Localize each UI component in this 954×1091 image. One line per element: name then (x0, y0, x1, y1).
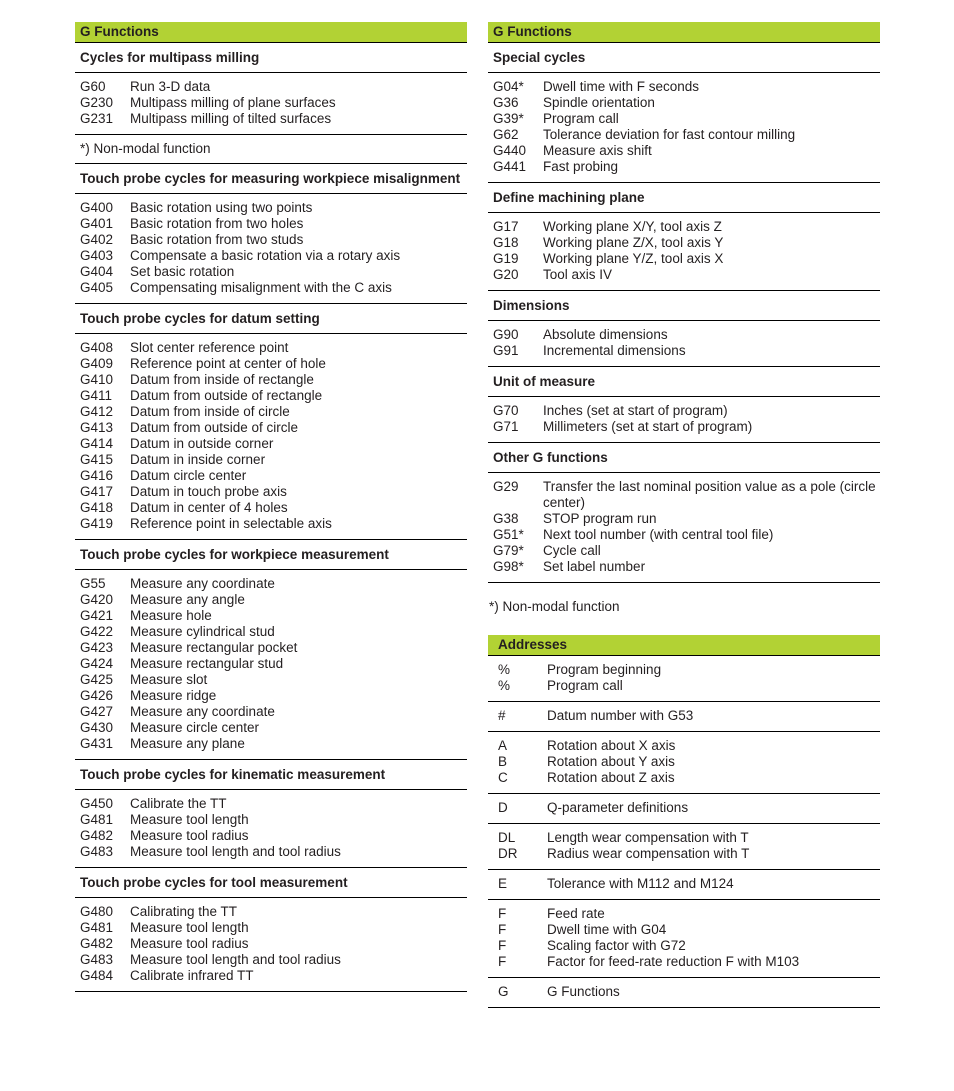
item-description: Program beginning (547, 662, 662, 677)
item-description: Calibrate infrared TT (130, 968, 254, 983)
list-item (488, 662, 880, 678)
other-list (488, 473, 880, 583)
item-description: Basic rotation from two studs (130, 232, 304, 247)
list-item (488, 678, 880, 694)
item-description: Dwell time with F seconds (543, 79, 700, 94)
list-item (75, 468, 467, 484)
list-item (488, 267, 880, 283)
list-item (75, 812, 467, 828)
list-item (75, 516, 467, 532)
list-item (75, 340, 467, 356)
item-code: G38 (493, 511, 519, 526)
list-item (488, 559, 880, 575)
item-description: Rotation about Y axis (547, 754, 675, 769)
list-item (75, 576, 467, 592)
item-code: F (498, 938, 507, 953)
item-code: D (498, 800, 508, 815)
list-item (488, 876, 880, 892)
item-code: G51* (493, 527, 524, 542)
special-list (488, 73, 880, 183)
item-description: Measure rectangular stud (130, 656, 284, 671)
list-item (488, 327, 880, 343)
item-code: G29 (493, 479, 519, 494)
item-description: Q-parameter definitions (547, 800, 689, 815)
plane-list (488, 213, 880, 291)
item-description: Datum number with G53 (547, 708, 694, 723)
item-description: Measure tool length (130, 812, 249, 827)
item-description: Datum from inside of rectangle (130, 372, 314, 387)
item-description: Length wear compensation with T (547, 830, 749, 845)
item-description: Dwell time with G04 (547, 922, 667, 937)
item-code: # (498, 708, 506, 723)
item-code: % (498, 678, 511, 693)
item-description: Datum in outside corner (130, 436, 274, 451)
list-item (488, 800, 880, 816)
item-code: G231 (80, 111, 114, 126)
item-code: DL (498, 830, 516, 845)
item-code: G426 (80, 688, 114, 703)
item-description: Factor for feed-rate reduction F with M103 (547, 954, 800, 969)
item-description: Feed rate (547, 906, 605, 921)
list-item (75, 388, 467, 404)
item-code: G (498, 984, 509, 999)
item-code: G402 (80, 232, 114, 247)
section-title-datum: Touch probe cycles for datum setting (75, 304, 467, 334)
item-code: G62 (493, 127, 519, 142)
non-modal-note: *) Non-modal function (75, 135, 467, 164)
item-code: G481 (80, 920, 114, 935)
item-description: Measure tool radius (130, 828, 249, 843)
item-description: Compensating misalignment with the C axis (130, 280, 392, 295)
list-item (75, 720, 467, 736)
item-description: Measure ridge (130, 688, 217, 703)
item-code: G421 (80, 608, 114, 623)
non-modal-note: *) Non-modal function (489, 599, 620, 614)
item-description: Multipass milling of plane surfaces (130, 95, 336, 110)
section-title-workpiece: Touch probe cycles for workpiece measurement (75, 540, 467, 570)
list-item (488, 906, 880, 922)
item-code: F (498, 954, 507, 969)
item-description: Datum in touch probe axis (130, 484, 287, 499)
address-group (488, 870, 880, 900)
list-item (488, 708, 880, 724)
list-item (488, 954, 880, 970)
item-code: G483 (80, 952, 114, 967)
item-description: Datum from outside of circle (130, 420, 299, 435)
section-title-plane: Define machining plane (488, 183, 880, 213)
list-item (75, 452, 467, 468)
item-description: Absolute dimensions (543, 327, 668, 342)
item-description: Inches (set at start of program) (543, 403, 728, 418)
item-code: G404 (80, 264, 114, 279)
item-code: G410 (80, 372, 114, 387)
multipass-list (75, 73, 467, 135)
list-item (75, 280, 467, 296)
item-code: G480 (80, 904, 114, 919)
list-item (488, 479, 880, 511)
addresses-section (488, 635, 880, 1008)
item-code: G484 (80, 968, 114, 983)
list-item (488, 419, 880, 435)
list-item (75, 232, 467, 248)
list-item (75, 704, 467, 720)
item-description: Spindle orientation (543, 95, 655, 110)
item-description: Measure axis shift (543, 143, 652, 158)
list-item (75, 624, 467, 640)
item-code: DR (498, 846, 518, 861)
item-code: G483 (80, 844, 114, 859)
item-code: G71 (493, 419, 519, 434)
item-code: G408 (80, 340, 114, 355)
item-description: Working plane Y/Z, tool axis X (543, 251, 724, 266)
item-code: G431 (80, 736, 114, 751)
item-description: Cycle call (543, 543, 601, 558)
item-code: G422 (80, 624, 114, 639)
item-description: G Functions (547, 984, 620, 999)
item-description: Tolerance with M112 and M124 (547, 876, 734, 891)
address-group (488, 732, 880, 794)
address-group (488, 794, 880, 824)
list-item (75, 484, 467, 500)
item-code: G230 (80, 95, 114, 110)
item-code: G424 (80, 656, 114, 671)
list-item (75, 248, 467, 264)
list-item (75, 656, 467, 672)
g-functions-header: G Functions (488, 22, 880, 43)
item-description: Fast probing (543, 159, 619, 174)
item-description: Measure tool length and tool radius (130, 952, 341, 967)
item-description: Measure circle center (130, 720, 260, 735)
right-column (488, 22, 880, 1008)
item-description: Calibrate the TT (130, 796, 227, 811)
item-code: G425 (80, 672, 114, 687)
item-code: G418 (80, 500, 114, 515)
item-code: G482 (80, 828, 114, 843)
item-description: Next tool number (with central tool file) (543, 527, 774, 542)
list-item (75, 200, 467, 216)
section-title-dimensions: Dimensions (488, 291, 880, 321)
kinematic-list (75, 790, 467, 868)
item-description: Datum from outside of rectangle (130, 388, 323, 403)
list-item (75, 95, 467, 111)
list-item (75, 264, 467, 280)
item-code: G403 (80, 248, 114, 263)
item-description: Measure hole (130, 608, 212, 623)
item-code: G416 (80, 468, 114, 483)
item-description: STOP program run (543, 511, 657, 526)
item-code: G405 (80, 280, 114, 295)
item-description: Reference point at center of hole (130, 356, 326, 371)
item-code: % (498, 662, 511, 677)
list-item (488, 159, 880, 175)
misalignment-list (75, 194, 467, 304)
item-code: G17 (493, 219, 519, 234)
item-description: Run 3-D data (130, 79, 211, 94)
section-title-unit: Unit of measure (488, 367, 880, 397)
list-item (488, 770, 880, 786)
item-description: Millimeters (set at start of program) (543, 419, 753, 434)
item-description: Datum in inside corner (130, 452, 266, 467)
item-code: G441 (493, 159, 527, 174)
item-code: G427 (80, 704, 114, 719)
workpiece-list (75, 570, 467, 760)
item-code: G19 (493, 251, 519, 266)
item-code: G70 (493, 403, 519, 418)
list-item (75, 79, 467, 95)
item-code: G423 (80, 640, 114, 655)
item-code: G18 (493, 235, 519, 250)
list-item (488, 403, 880, 419)
list-item (488, 95, 880, 111)
section-title-special: Special cycles (488, 43, 880, 73)
item-description: Measure any plane (130, 736, 245, 751)
item-code: G04* (493, 79, 524, 94)
list-item (488, 527, 880, 543)
item-description: Program call (547, 678, 623, 693)
section-title-other: Other G functions (488, 443, 880, 473)
item-description: Program call (543, 111, 619, 126)
item-code: F (498, 906, 507, 921)
addresses-header: Addresses (488, 635, 880, 656)
list-item (488, 143, 880, 159)
item-description: Set basic rotation (130, 264, 235, 279)
item-description: Measure tool length and tool radius (130, 844, 341, 859)
list-item (488, 922, 880, 938)
item-code: G20 (493, 267, 519, 282)
item-code: B (498, 754, 508, 769)
list-item (488, 79, 880, 95)
item-description: Measure rectangular pocket (130, 640, 298, 655)
left-column (75, 22, 467, 992)
list-item (75, 688, 467, 704)
item-description: Measure any coordinate (130, 576, 275, 591)
list-item (75, 608, 467, 624)
list-item (75, 111, 467, 127)
item-description: Measure slot (130, 672, 208, 687)
list-item (75, 592, 467, 608)
address-group (488, 978, 880, 1008)
list-item (488, 127, 880, 143)
item-code: E (498, 876, 508, 891)
item-description: Radius wear compensation with T (547, 846, 750, 861)
item-description: Tolerance deviation for fast contour milling (543, 127, 796, 142)
item-description: Incremental dimensions (543, 343, 686, 358)
item-description: Measure tool length (130, 920, 249, 935)
item-description: Datum from inside of circle (130, 404, 290, 419)
item-description: Datum circle center (130, 468, 247, 483)
item-code: G60 (80, 79, 106, 94)
list-item (75, 920, 467, 936)
item-description: Compensate a basic rotation via a rotary axis (130, 248, 401, 263)
unit-list (488, 397, 880, 443)
item-description: Rotation about X axis (547, 738, 676, 753)
item-description: Working plane X/Y, tool axis Z (543, 219, 722, 234)
list-item (488, 846, 880, 862)
item-description: Measure cylindrical stud (130, 624, 275, 639)
item-description: Scaling factor with G72 (547, 938, 686, 953)
list-item (75, 500, 467, 516)
g-functions-header: G Functions (75, 22, 467, 43)
list-item (75, 404, 467, 420)
list-item (75, 356, 467, 372)
list-item (75, 436, 467, 452)
item-code: G411 (80, 388, 113, 403)
item-code: G450 (80, 796, 114, 811)
item-code: A (498, 738, 508, 753)
item-code: G55 (80, 576, 106, 591)
item-description: Multipass milling of tilted surfaces (130, 111, 332, 126)
list-item (75, 672, 467, 688)
item-description: Basic rotation using two points (130, 200, 313, 215)
section-title-multipass: Cycles for multipass milling (75, 43, 467, 73)
address-group (488, 656, 880, 702)
item-code: G401 (80, 216, 114, 231)
section-title-misalignment: Touch probe cycles for measuring workpiece misalignment (75, 164, 467, 194)
item-description: Reference point in selectable axis (130, 516, 332, 531)
list-item (488, 830, 880, 846)
item-description: Tool axis IV (543, 267, 613, 282)
list-item (75, 420, 467, 436)
datum-list (75, 334, 467, 540)
list-item (488, 938, 880, 954)
list-item (488, 251, 880, 267)
list-item (488, 738, 880, 754)
section-title-kinematic: Touch probe cycles for kinematic measurement (75, 760, 467, 790)
list-item (75, 904, 467, 920)
item-code: G91 (493, 343, 519, 358)
item-code: C (498, 770, 508, 785)
item-code: G415 (80, 452, 114, 467)
list-item (75, 216, 467, 232)
item-code: G430 (80, 720, 114, 735)
list-item (75, 640, 467, 656)
list-item (488, 219, 880, 235)
item-code: G417 (80, 484, 114, 499)
list-item (488, 511, 880, 527)
item-description: Working plane Z/X, tool axis Y (543, 235, 724, 250)
item-code: F (498, 922, 507, 937)
list-item (75, 968, 467, 984)
dimensions-list (488, 321, 880, 367)
item-description: Basic rotation from two holes (130, 216, 304, 231)
item-code: G414 (80, 436, 114, 451)
tool-list (75, 898, 467, 992)
item-description: Datum in center of 4 holes (130, 500, 288, 515)
list-item (488, 543, 880, 559)
item-code: G36 (493, 95, 519, 110)
list-item (75, 844, 467, 860)
item-description: Rotation about Z axis (547, 770, 675, 785)
list-item (75, 372, 467, 388)
item-code: G420 (80, 592, 114, 607)
item-description: Set label number (543, 559, 646, 574)
item-code: G98* (493, 559, 524, 574)
address-group (488, 824, 880, 870)
item-code: G419 (80, 516, 114, 531)
item-description: Measure any angle (130, 592, 245, 607)
list-item (75, 952, 467, 968)
section-title-tool: Touch probe cycles for tool measurement (75, 868, 467, 898)
list-item (488, 111, 880, 127)
addresses-groups (488, 656, 880, 1008)
address-group (488, 702, 880, 732)
list-item (488, 754, 880, 770)
list-item (75, 796, 467, 812)
item-code: G412 (80, 404, 114, 419)
list-item (75, 828, 467, 844)
item-description: Transfer the last nominal position value as a pole (circle center) (543, 479, 876, 510)
item-description: Measure any coordinate (130, 704, 275, 719)
item-code: G409 (80, 356, 114, 371)
list-item (488, 343, 880, 359)
item-code: G90 (493, 327, 519, 342)
item-code: G481 (80, 812, 114, 827)
item-description: Measure tool radius (130, 936, 249, 951)
list-item (488, 235, 880, 251)
item-description: Calibrating the TT (130, 904, 238, 919)
list-item (75, 936, 467, 952)
item-code: G39* (493, 111, 524, 126)
item-code: G400 (80, 200, 114, 215)
item-code: G482 (80, 936, 114, 951)
list-item (488, 984, 880, 1000)
address-group (488, 900, 880, 978)
item-code: G79* (493, 543, 524, 558)
item-description: Slot center reference point (130, 340, 289, 355)
item-code: G440 (493, 143, 527, 158)
list-item (75, 736, 467, 752)
item-code: G413 (80, 420, 114, 435)
